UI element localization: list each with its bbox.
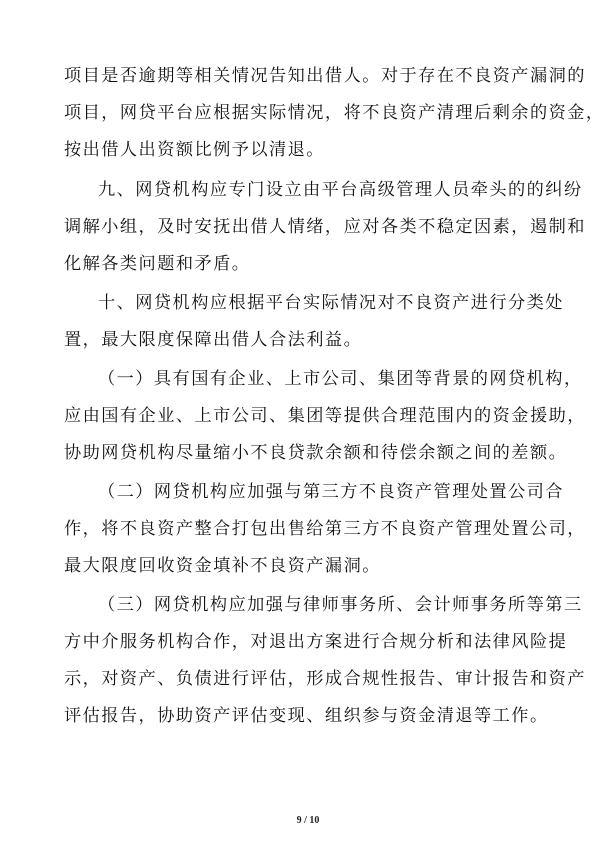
page-number: 9 / 10 bbox=[296, 815, 320, 826]
text-line: 置，最大限度保障出借人合法利益。 bbox=[64, 330, 363, 350]
paragraph-subitem-one bbox=[64, 361, 586, 472]
text-line: 作，将不良资产整合打包出售给第三方不良资产管理处置公司， bbox=[64, 519, 586, 539]
paragraph-continued bbox=[64, 58, 605, 169]
text-line: （二）网贷机构应加强与第三方不良资产管理处置公司合 bbox=[98, 482, 564, 502]
text-line: 项目是否逾期等相关情况告知出借人。对于存在不良资产漏洞的 bbox=[64, 66, 586, 86]
text-line: 协助网贷机构尽量缩小不良贷款余额和待偿余额之间的差额。 bbox=[64, 443, 568, 463]
paragraph-subitem-two bbox=[64, 474, 586, 585]
text-line: 方中介服务机构合作，对退出方案进行合规分析和法律风险提 bbox=[64, 632, 568, 652]
paragraph-item-ten bbox=[64, 285, 564, 359]
text-line: 项目，网贷平台应根据实际情况，将不良资产清理后剩余的资金， bbox=[64, 103, 605, 123]
text-line: 示，对资产、负债进行评估，形成合规性报告、审计报告和资产 bbox=[64, 669, 586, 689]
text-line: 九、网贷机构应专门设立由平台高级管理人员牵头的的纠纷 bbox=[98, 180, 583, 200]
text-line: （三）网贷机构应加强与律师事务所、会计师事务所等第三 bbox=[98, 595, 583, 615]
text-line: 十、网贷机构应根据平台实际情况对不良资产进行分类处 bbox=[98, 293, 564, 313]
text-line: 化解各类问题和矛盾。 bbox=[64, 254, 251, 274]
text-line: 应由国有企业、上市公司、集团等提供合理范围内的资金援助， bbox=[64, 406, 586, 426]
paragraph-subitem-three bbox=[64, 587, 586, 735]
text-line: 评估报告，协助资产评估变现、组织参与资金清退等工作。 bbox=[64, 706, 549, 726]
paragraph-item-nine bbox=[64, 172, 586, 283]
text-line: 调解小组，及时安抚出借人情绪，应对各类不稳定因素，遏制和 bbox=[64, 217, 586, 237]
text-line: 按出借人出资额比例予以清退。 bbox=[64, 140, 325, 160]
text-line: （一）具有国有企业、上市公司、集团等背景的网贷机构， bbox=[98, 369, 583, 389]
text-line: 最大限度回收资金填补不良资产漏洞。 bbox=[64, 556, 381, 576]
